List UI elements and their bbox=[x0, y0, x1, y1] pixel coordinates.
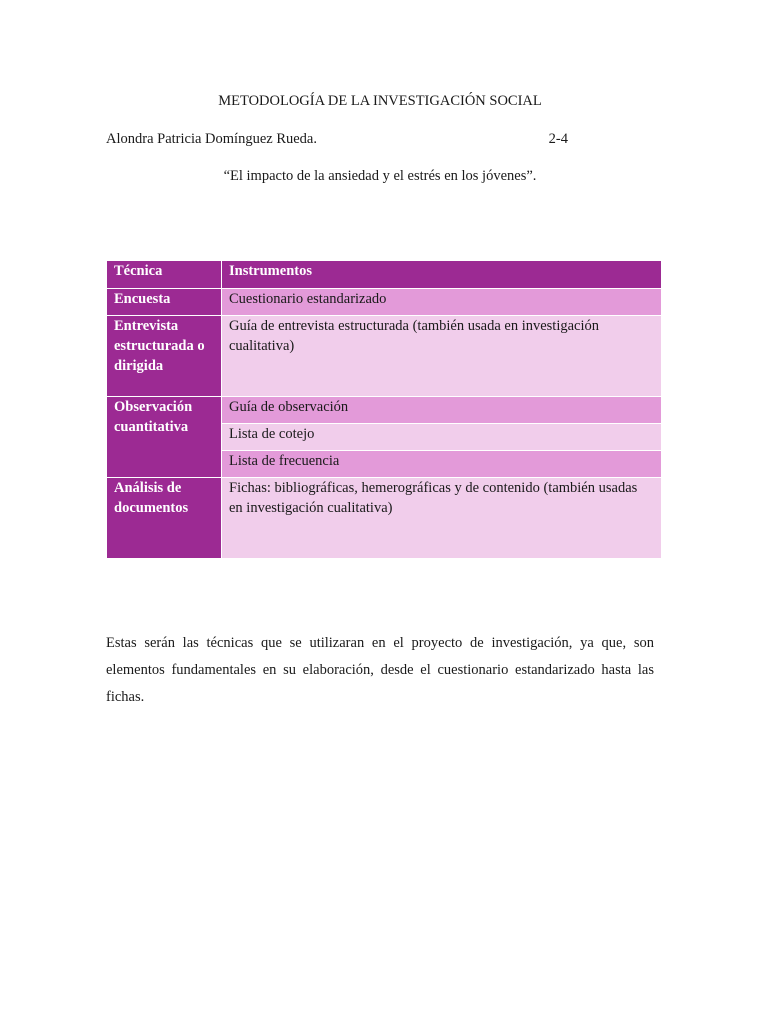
page-title: METODOLOGÍA DE LA INVESTIGACIÓN SOCIAL bbox=[218, 93, 542, 109]
techniques-table bbox=[106, 260, 662, 559]
conclusion-paragraph: Estas serán las técnicas que se utilizaran en el proyecto de investigación, ya que, son elementos fundamentales en su elaboración, desde el cuestionario estandarizado hasta las fichas. bbox=[106, 635, 654, 705]
instrument-cell: Lista de frecuencia bbox=[222, 451, 662, 478]
header-instruments: Instrumentos bbox=[222, 261, 662, 289]
table-row bbox=[107, 478, 662, 559]
technique-cell: Entrevista estructurada o dirigida bbox=[107, 316, 222, 397]
document-subtitle: “El impacto de la ansiedad y el estrés en los jóvenes”. bbox=[223, 168, 537, 184]
instrument-cell: Guía de observación bbox=[222, 397, 662, 424]
instrument-cell: Guía de entrevista estructurada (también usada en investigación cualitativa) bbox=[222, 316, 662, 397]
author-line bbox=[106, 131, 568, 148]
instrument-cell: Cuestionario estandarizado bbox=[222, 289, 662, 316]
instrument-cell: Fichas: bibliográficas, hemerográficas y de contenido (también usadas en investigación cualitativa) bbox=[222, 478, 662, 559]
technique-cell: Observación cuantitativa bbox=[107, 397, 222, 478]
header-technique: Técnica bbox=[107, 261, 222, 289]
table-header-row bbox=[107, 261, 662, 289]
table-row bbox=[107, 316, 662, 397]
author-name: Alondra Patricia Domínguez Rueda. bbox=[106, 131, 317, 147]
table-row bbox=[107, 397, 662, 424]
technique-cell: Encuesta bbox=[107, 289, 222, 316]
table-row bbox=[107, 289, 662, 316]
group-number: 2-4 bbox=[548, 131, 568, 147]
technique-cell: Análisis de documentos bbox=[107, 478, 222, 559]
instrument-cell: Lista de cotejo bbox=[222, 424, 662, 451]
